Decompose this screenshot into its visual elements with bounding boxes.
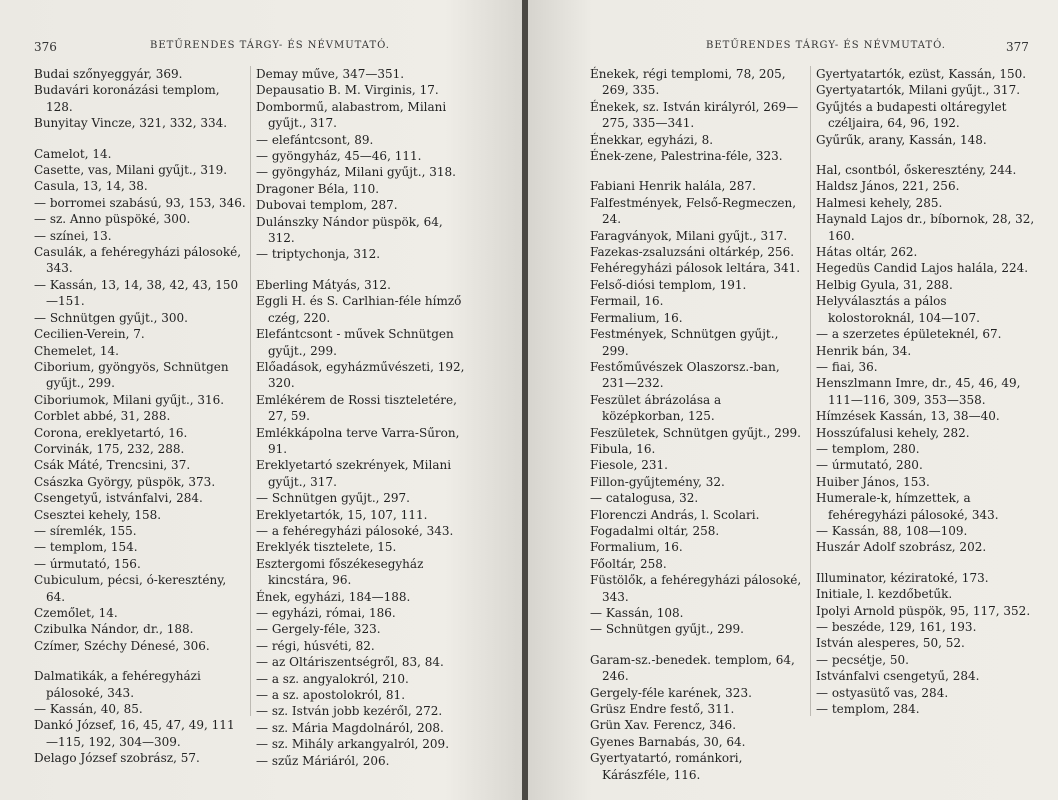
index-entry: Fiesole, 231. (590, 458, 668, 473)
section-gap (816, 148, 1036, 162)
index-entry: Fermalium, 16. (590, 310, 683, 325)
index-entry: Fabiani Henrik halála, 287. (590, 179, 756, 194)
index-entry: Helyválasztás a pálos kolostoroknál, 104—107. (816, 294, 980, 325)
index-entry: Garam-sz.-benedek. templom, 64, 246. (590, 652, 795, 684)
index-entry: — Kassán, 108. (590, 606, 684, 620)
index-entry: Huiber János, 153. (816, 474, 930, 489)
index-entry: Főoltár, 258. (590, 556, 667, 571)
index-entry: Fogadalmi oltár, 258. (590, 523, 720, 538)
index-entry: Gergely-féle karének, 323. (590, 685, 752, 700)
index-entry: — a sz. apostolokról, 81. (256, 688, 406, 703)
index-entry: — Schnütgen gyűjt., 300. (34, 310, 188, 325)
index-column-left-1 (34, 66, 246, 767)
index-entry: Fehéregyházi pálosok leltára, 341. (590, 261, 801, 276)
page-number-left: 376 (34, 40, 57, 54)
index-entry: Gyertyatartók, ezüst, Kassán, 150. (816, 67, 1027, 81)
index-entry: Csesztei kehely, 158. (34, 507, 162, 522)
index-entry: Illuminator, kéziratoké, 173. (816, 570, 989, 585)
index-entry: Csák Máté, Trencsini, 37. (34, 458, 191, 473)
section-gap (34, 654, 246, 668)
index-entry: — sz. Mária Magdolnáról, 208. (256, 720, 444, 735)
section-gap (590, 164, 806, 178)
index-entry: Helbig Gyula, 31, 288. (816, 277, 953, 292)
index-entry: Ereklyetartók, 15, 107, 111. (256, 507, 428, 522)
running-header-right: BETŰRENDES TÁRGY- ÉS NÉVMUTATÓ. (706, 40, 946, 51)
index-entry: Emlékkápolna terve Varra-Sűron, 91. (256, 425, 460, 456)
index-entry: Czemőlet, 14. (34, 606, 118, 620)
index-entry: Esztergomi főszékesegyház kincstára, 96. (256, 556, 424, 588)
index-entry: Falfestmények, Felső-Regmeczen, 24. (590, 195, 797, 227)
index-entry: Camelot, 14. (34, 146, 112, 161)
section-gap (590, 638, 806, 652)
index-entry: Grüsz Endre festő, 311. (590, 702, 735, 717)
index-entry: Henszlmann Imre, dr., 45, 46, 49, 111—116, 309, 353—358. (816, 376, 1021, 407)
index-entry: Demay műve, 347—351. (256, 67, 405, 81)
index-entry: — Gergely-féle, 323. (256, 622, 381, 637)
index-entry: Czímer, Széchy Dénesé, 306. (34, 638, 210, 653)
index-entry: — Schnütgen gyűjt., 297. (256, 491, 410, 506)
column-divider-right (810, 66, 811, 716)
index-entry: Eggli H. és S. Carlhian-féle hímző czég, 220. (256, 294, 462, 325)
index-entry: Gyertyatartó, románkori, Kárászféle, 116. (590, 751, 743, 782)
index-entry: Florenczi András, l. Scolari. (590, 507, 760, 522)
index-entry: — egyházi, római, 186. (256, 606, 396, 620)
index-entry: Dalmatikák, a fehéregyházi pálosoké, 343. (34, 669, 201, 700)
index-entry: — Schnütgen gyűjt., 299. (590, 622, 744, 637)
index-entry: — sz. Mihály arkangyalról, 209. (256, 737, 450, 752)
index-entry: — templom, 154. (34, 540, 138, 555)
index-entry: Depausatio B. M. Virginis, 17. (256, 83, 439, 98)
index-entry: — beszéde, 129, 161, 193. (816, 620, 977, 634)
index-entry: — elefántcsont, 89. (256, 132, 374, 147)
index-entry: István alesperes, 50, 52. (816, 636, 965, 651)
index-entry: Énekek, sz. István királyról, 269—275, 335—341. (590, 99, 799, 131)
index-entry: Ciborium, gyöngyös, Schnütgen gyűjt., 299. (34, 359, 229, 391)
index-entry: Feszületek, Schnütgen gyűjt., 299. (590, 425, 801, 440)
index-entry: Dubovai templom, 287. (256, 198, 398, 213)
index-entry: — triptychonja, 312. (256, 247, 381, 262)
section-gap (34, 132, 246, 146)
index-entry: — fiai, 36. (816, 359, 878, 374)
index-entry: — régi, húsvéti, 82. (256, 638, 375, 653)
index-entry: Formalium, 16. (590, 540, 683, 555)
index-entry: Budavári koronázási templom, 128. (34, 83, 220, 114)
index-entry: Casulák, a fehéregyházi pálosoké, 343. (34, 245, 242, 276)
index-entry: Ének-zene, Palestrina-féle, 323. (590, 149, 783, 164)
index-entry: — sz. István jobb kezéről, 272. (256, 704, 443, 719)
index-entry: Henrik bán, 34. (816, 343, 912, 358)
index-entry: Énekek, régi templomi, 78, 205, 269, 335. (590, 67, 786, 98)
index-entry: Ciboriumok, Milani gyűjt., 316. (34, 392, 225, 407)
column-divider-left (250, 66, 251, 716)
index-entry: Casula, 13, 14, 38. (34, 179, 148, 194)
index-column-right-2 (816, 66, 1036, 717)
index-entry: — úrmutató, 156. (34, 556, 141, 571)
index-entry: Gyűjtés a budapesti oltáregylet czéljaira, 64, 96, 192. (816, 99, 1007, 131)
index-entry: — szűz Máriáról, 206. (256, 753, 390, 768)
index-entry: Corona, ereklyetartó, 16. (34, 425, 188, 440)
index-entry: Humerale-k, hímzettek, a fehéregyházi pálosoké, 343. (816, 491, 999, 522)
index-entry: — Kassán, 88, 108—109. (816, 523, 968, 538)
index-entry: Halmesi kehely, 285. (816, 195, 943, 210)
index-entry: Csengetyű, istvánfalvi, 284. (34, 491, 203, 506)
index-entry: Elefántcsont - művek Schnütgen gyűjt., 299. (256, 327, 454, 358)
index-entry: — catalogusa, 32. (590, 491, 699, 506)
index-entry: — gyöngyház, Milani gyűjt., 318. (256, 165, 456, 180)
index-entry: — úrmutató, 280. (816, 458, 923, 473)
index-entry: — síremlék, 155. (34, 523, 137, 538)
index-entry: Czibulka Nándor, dr., 188. (34, 622, 194, 637)
index-entry: — Kassán, 13, 14, 38, 42, 43, 150—151. (34, 277, 239, 309)
right-page (528, 0, 1058, 800)
index-entry: Istvánfalvi csengetyű, 284. (816, 669, 980, 684)
index-entry: Emlékérem de Rossi tiszteletére, 27, 59. (256, 392, 457, 424)
index-entry: Füstölők, a fehéregyházi pálosoké, 343. (590, 573, 802, 604)
index-entry: — gyöngyház, 45—46, 111. (256, 149, 422, 164)
index-entry: Dankó József, 16, 45, 47, 49, 111—115, 192, 304—309. (34, 718, 235, 749)
index-entry: Bunyitay Vincze, 321, 332, 334. (34, 116, 228, 131)
index-entry: Initiale, l. kezdőbetűk. (816, 587, 953, 602)
index-entry: Casette, vas, Milani gyűjt., 319. (34, 163, 228, 178)
index-entry: Hímzések Kassán, 13, 38—40. (816, 409, 1000, 424)
index-entry: — ostyasütő vas, 284. (816, 685, 949, 700)
index-entry: Hosszúfalusi kehely, 282. (816, 425, 970, 440)
index-entry: Előadások, egyházművészeti, 192, 320. (256, 359, 465, 391)
index-entry: Corvinák, 175, 232, 288. (34, 441, 185, 456)
index-entry: Gyűrűk, arany, Kassán, 148. (816, 132, 987, 147)
page-number-right: 377 (1006, 40, 1029, 54)
index-entry: — templom, 284. (816, 702, 920, 717)
index-entry: Grün Xav. Ferencz, 346. (590, 718, 737, 733)
index-entry: Faragványok, Milani gyűjt., 317. (590, 228, 788, 243)
index-entry: Hátas oltár, 262. (816, 245, 918, 260)
index-entry: Énekkar, egyházi, 8. (590, 132, 714, 147)
index-entry: Fillon-gyűjtemény, 32. (590, 474, 725, 489)
index-entry: Eberling Mátyás, 312. (256, 277, 391, 292)
index-entry: — a szerzetes épületeknél, 67. (816, 327, 1002, 342)
index-entry: Dragoner Béla, 110. (256, 181, 380, 196)
index-entry: — templom, 280. (816, 441, 920, 456)
index-entry: Fermail, 16. (590, 294, 664, 309)
index-entry: Hal, csontból, őskeresztény, 244. (816, 163, 1017, 178)
index-entry: Corblet abbé, 31, 288. (34, 409, 171, 424)
index-entry: Festmények, Schnütgen gyűjt., 299. (590, 327, 779, 358)
index-entry: — Kassán, 40, 85. (34, 702, 143, 717)
index-entry: — pecsétje, 50. (816, 652, 909, 667)
index-entry: Ereklyetartó szekrények, Milani gyűjt., 317. (256, 458, 452, 489)
index-entry: — sz. Anno püspöké, 300. (34, 212, 191, 227)
index-entry: Ének, egyházi, 184—188. (256, 589, 411, 604)
index-entry: Cecilien-Verein, 7. (34, 327, 145, 342)
section-gap (256, 263, 468, 277)
index-entry: Ereklyék tisztelete, 15. (256, 540, 397, 555)
index-entry: Cubiculum, pécsi, ó-keresztény, 64. (34, 573, 227, 604)
running-header-left: BETŰRENDES TÁRGY- ÉS NÉVMUTATÓ. (150, 40, 390, 51)
index-entry: Hegedüs Candid Lajos halála, 224. (816, 261, 1029, 276)
index-entry: Chemelet, 14. (34, 343, 119, 358)
index-entry: — a fehéregyházi pálosoké, 343. (256, 523, 454, 538)
index-entry: — az Oltáriszentségről, 83, 84. (256, 655, 444, 670)
index-entry: Fibula, 16. (590, 441, 656, 456)
index-entry: Huszár Adolf szobrász, 202. (816, 540, 987, 555)
index-entry: Haynald Lajos dr., bíbornok, 28, 32, 160. (816, 212, 1035, 243)
index-entry: Festőművészek Olaszorsz.-ban, 231—232. (590, 359, 780, 391)
index-entry: Budai szőnyeggyár, 369. (34, 67, 183, 81)
index-entry: — a sz. angyalokról, 210. (256, 671, 409, 686)
index-column-left-2 (256, 66, 468, 769)
index-entry: — borromei szabású, 93, 153, 346. (34, 195, 246, 210)
index-entry: Felső-diósi templom, 191. (590, 277, 747, 292)
index-entry: Fazekas-zsaluzsáni oltárkép, 256. (590, 245, 795, 260)
index-entry: Dulánszky Nándor püspök, 64, 312. (256, 214, 443, 246)
index-column-right-1 (590, 66, 806, 783)
index-entry: Dombormű, alabastrom, Milani gyűjt., 317. (256, 99, 447, 131)
index-entry: Császka György, püspök, 373. (34, 474, 216, 489)
index-entry: — színei, 13. (34, 228, 112, 243)
index-entry: Ipolyi Arnold püspök, 95, 117, 352. (816, 603, 1031, 618)
index-entry: Gyenes Barnabás, 30, 64. (590, 734, 746, 749)
left-page (0, 0, 524, 800)
index-entry: Gyertyatartók, Milani gyűjt., 317. (816, 83, 1021, 98)
index-entry: Feszület ábrázolása a középkorban, 125. (590, 392, 722, 424)
index-entry: Delago József szobrász, 57. (34, 751, 200, 766)
index-entry: Haldsz János, 221, 256. (816, 179, 960, 194)
section-gap (816, 556, 1036, 570)
